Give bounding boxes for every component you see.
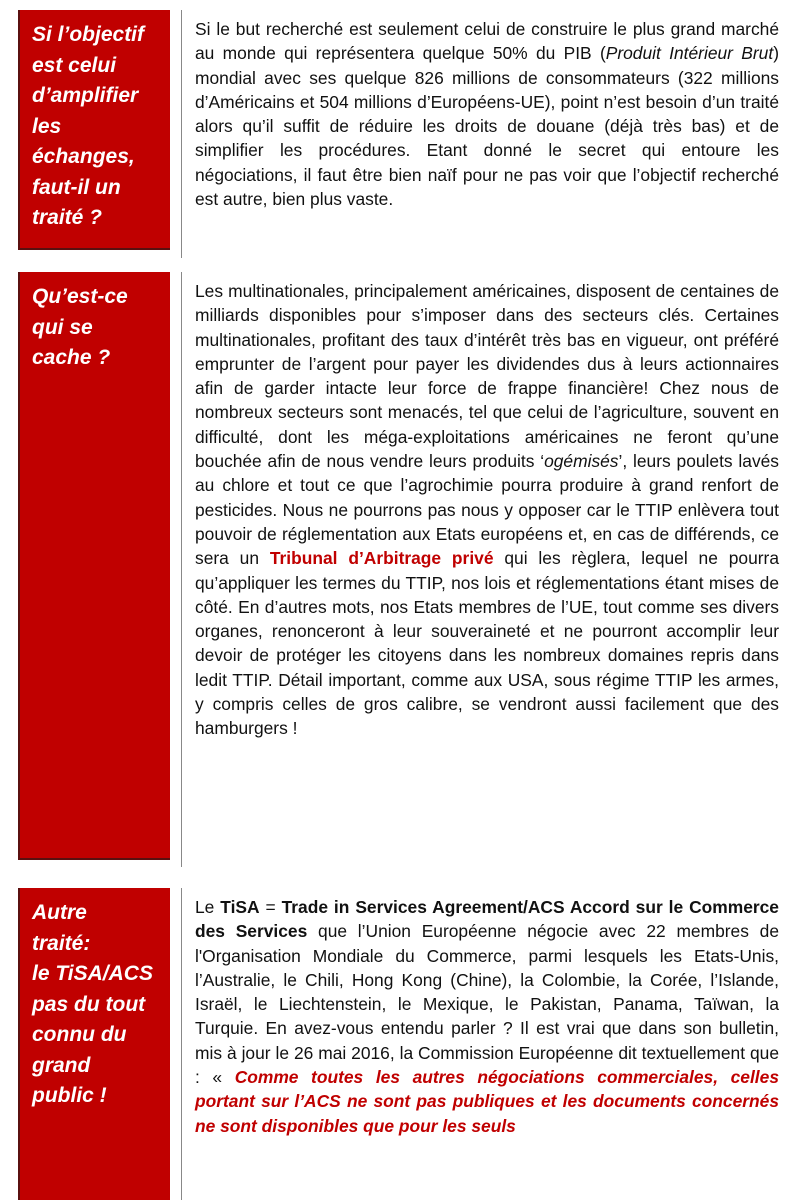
heading-line: échanges, xyxy=(32,145,135,168)
italic-term: ogémisés xyxy=(544,451,619,472)
heading-line: faut-il un xyxy=(32,175,121,199)
body-paragraph xyxy=(195,279,779,741)
section-body xyxy=(181,10,779,258)
text-run: Les multinationales, principalement américaines, disposent de centaines de milliards disponibles pour s’imposer dans des secteurs clés. Certaines multinationales, profitant des taux d’intérêt très bas en vigueur, ont préféré emprunter de l’argent pour payer les dividendes dus à leurs actionnaires afin de garder intacte leur force de frappe financière! Chez nous de nombreux secteurs sont menacés, tel que celui de l’agriculture, souvent en difficulté, dont les méga-exploitations américaines ne feront qu’une bouchée afin de nous vendre leurs produits ‘ xyxy=(195,281,779,472)
section-body xyxy=(181,272,779,867)
text-run: Le xyxy=(195,897,221,917)
heading-line: Qu’est-ce xyxy=(32,285,128,308)
text-run: = xyxy=(259,897,282,917)
text-run: ) mondial avec ses quelque 826 millions de consommateurs (322 millions d’Américains et 504 millions d’Européens-UE), point n’est besoin d’un traité alors qu’il suffit de réduire les droits de douane (déjà très bas) et de simplifier les procédures. Etant donné le secret qui entoure les négociations, il faut être bien naïf pour ne pas voir que l’objectif recherché est autre, bien plus vaste. xyxy=(195,43,779,210)
text-run: qui les règlera, lequel ne pourra qu’appliquer les termes du TTIP, nos lois et réglementations étant mises de côté. En d’autres mots, nos Etats membres de l’UE, tout comme ses divers organes, renonceront à leur souveraineté et ne pourront accomplir leur devoir de protéger les citoyens dans les nombreux domaines repris dans ledit TTIP. Détail important, comme aux USA, sous régime TTIP les armes, y compris celles de gros calibre, se vendront aussi facilement que des hamburgers ! xyxy=(195,548,779,739)
highlight-tribunal: Tribunal d’Arbitrage privé xyxy=(269,548,494,569)
heading-line: cache ? xyxy=(32,346,111,369)
section-heading xyxy=(18,10,170,250)
body-paragraph xyxy=(195,17,779,211)
heading-line: est celui xyxy=(32,53,117,77)
heading-line: traité: xyxy=(32,931,91,955)
heading-line: grand xyxy=(32,1053,91,1077)
quoted-commission-text: Comme toutes les autres négociations commerciales, celles portant sur l’ACS ne sont pas publiques et les documents concernés ne sont disponibles que pour les seuls xyxy=(195,1067,779,1136)
text-run: ’, leurs poulets lavés au chlore et tout ce que l’agrochimie pourra produire à grand renfort de pesticides. Nous ne pourrons pas nous y opposer car le TTIP enlèvera tout pouvoir de réglementation aux Etats européens et, en cas de différends, ce sera un xyxy=(195,451,780,569)
term-tisa: TiSA xyxy=(220,897,260,917)
term-tisa-definition: Trade in Services Agreement/ACS Accord sur le Commerce des Services xyxy=(195,897,779,942)
quote-mark: « xyxy=(212,1067,235,1088)
heading-line: pas du tout xyxy=(32,992,146,1016)
heading-line: Si l’objectif xyxy=(32,23,145,46)
heading-line: les xyxy=(32,114,62,138)
heading-line: traité ? xyxy=(32,206,103,229)
text-run: que l’Union Européenne négocie avec 22 membres de l'Organisation Mondiale du Commerce, parmi lesquels les Etats-Unis, l’Australie, le Chili, Hong Kong (Chine), la Colombie, la Corée, l’Islande, Israël, le Liechtenstein, le Mexique, le Pakistan, Panama, Taïwan, la Turquie. En avez-vous entendu parler ? Il est vrai que dans son bulletin, mis à jour le 26 mai 2016, la Commission Européenne dit textuellement que : xyxy=(195,921,779,1088)
heading-line: public ! xyxy=(32,1084,107,1107)
body-paragraph xyxy=(195,895,779,1138)
heading-line: d’amplifier xyxy=(32,84,139,107)
section-heading xyxy=(18,272,170,860)
italic-term: Produit Intérieur Brut xyxy=(605,43,774,64)
heading-line: qui se xyxy=(32,315,93,339)
heading-line: le TiSA/ACS xyxy=(32,962,153,985)
heading-line: Autre xyxy=(32,901,87,924)
section-body xyxy=(181,888,779,1200)
heading-line: connu du xyxy=(32,1023,127,1046)
section-heading xyxy=(18,888,170,1200)
text-run: Si le but recherché est seulement celui de construire le plus grand marché au monde qui représentera quelque 50% du PIB ( xyxy=(195,19,779,64)
